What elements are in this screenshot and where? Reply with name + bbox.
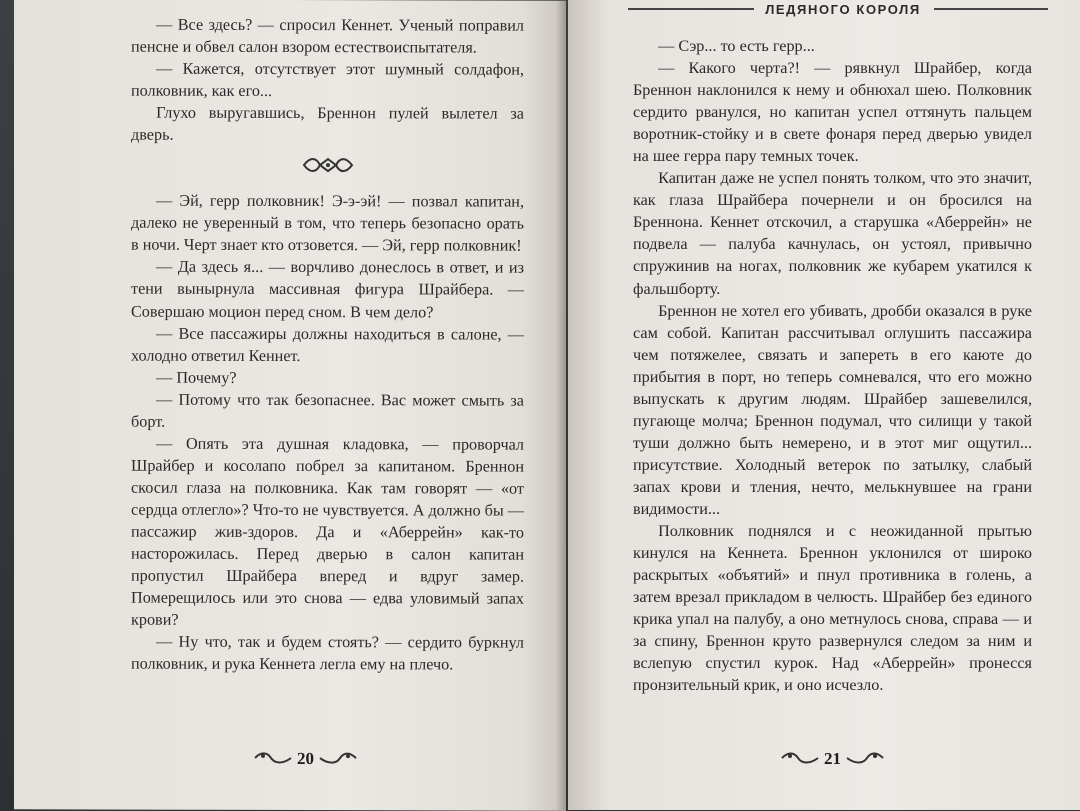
- left-page: [14, 0, 566, 811]
- header-rule: [934, 8, 1048, 10]
- leaf-flourish-icon: [780, 750, 820, 770]
- paragraph: — Кажется, отсутствует этот шумный солдафон, полковник, как его...: [131, 59, 524, 101]
- leaf-flourish-icon: [318, 750, 358, 770]
- page-footer: [633, 749, 1032, 770]
- paragraph: — Эй, герр полковник! Э-э-эй! — позвал капитан, далеко не уверенный в том, что теперь безопасно орать в ночи. Черт знает кто отзовется. — Эй, герр полковник!: [131, 191, 524, 255]
- right-page: [568, 0, 1080, 810]
- paragraph: Капитан даже не успел понять толком, что это значит, как глаза Шрайбера почернели и он бросился на Бреннона. Кеннет отскочил, а старушка «Аберрейн» не подвела — палуба качнулась, он устоял, привычно спружинив на ногах, полковник же кубарем укатился к фальшборту.: [633, 169, 1032, 298]
- leaf-flourish-icon: [845, 750, 885, 770]
- paragraph: — Сэр... то есть герр...: [658, 37, 815, 55]
- section-break: [131, 146, 524, 191]
- running-head-title: ЛЕДЯНОГО КОРОЛЯ: [765, 2, 921, 17]
- header-rule: [628, 8, 754, 10]
- paragraph: — Опять эта душная кладовка, — проворчал Шрайбер и косолапо побрел за капитаном. Бреннон скосил глаза на полковника. Как там говорят — «от сердца отлегло»? Что-то не чувствуется. А должно бы — пассажир жив-здоров. Да и «Аберрейн» как-то насторожилась. Перед дверью в салон капитан пропустил Шрайбера вперед и вдруг замер. Померещилось или это снова — едва уловимый запах крови?: [131, 434, 524, 629]
- paragraph: Глухо выругавшись, Бреннон пулей вылетел за дверь.: [131, 103, 524, 144]
- page-number: 21: [824, 748, 841, 768]
- paragraph: — Какого черта?! — рявкнул Шрайбер, когда Бреннон наклонился к нему и обнюхал шею. Полковник сердито рванулся, но капитан успел оттянуть пальцем воротник-стойку и в свете фонаря перед дверью увидел на шее герра пару темных точек.: [633, 59, 1032, 166]
- paragraph: — Все здесь? — спросил Кеннет. Ученый поправил пенсне и обвел салон взором естествоиспытателя.: [131, 15, 524, 57]
- paragraph: — Почему?: [156, 368, 237, 387]
- paragraph: — Потому что так безопаснее. Вас может смыть за борт.: [131, 390, 524, 431]
- running-head: [628, 0, 1048, 22]
- paragraph: — Да здесь я... — ворчливо донеслось в ответ, и из тени вынырнула массивная фигура Шрайбера. — Совершаю моцион перед сном. В чем дело?: [131, 258, 524, 321]
- leaf-flourish-icon: [253, 750, 293, 770]
- left-page-text: [131, 14, 524, 676]
- paragraph: Бреннон не хотел его убивать, дробби оказался в руке сам собой. Капитан рассчитывал оглушить пассажира чем потяжелее, связать и запереть в его каюте до прибытия в порт, но теперь сомневался, что его можно выпускать к другим людям. Шрайбер зашевелился, пугающе молча; Бреннон подумал, что силищи у такой туши должно быть немерено, и в этот миг ощутил... присутствие. Холодный ветерок по затылку, слабый запах крови и тления, нечто, мелькнувшее на грани видимости...: [633, 301, 1032, 518]
- page-footer: [109, 748, 502, 770]
- paragraph: — Все пассажиры должны находиться в салоне, — холодно ответил Кеннет.: [131, 324, 524, 365]
- page-number: 20: [297, 748, 314, 768]
- right-page-text: [633, 35, 1032, 696]
- paragraph: Полковник поднялся и с неожиданной прытью кинулся на Кеннета. Бреннон уклонился от широко раскрытых «объятий» и пнул противника в голень, а затем врезал прикладом в челюсть. Шрайбер без единого крика упал на палубу, а оно метнулось снова, справа — и за спину, Бреннон круто развернулся следом за ним и вслепую спустил курок. Над «Аберрейн» пронесся пронзительный крик, и оно исчезло.: [633, 522, 1032, 695]
- ornamental-divider-icon: [300, 148, 356, 192]
- paragraph: — Ну что, так и будем стоять? — сердито буркнул полковник, и рука Кеннета легла ему на плечо.: [131, 632, 524, 674]
